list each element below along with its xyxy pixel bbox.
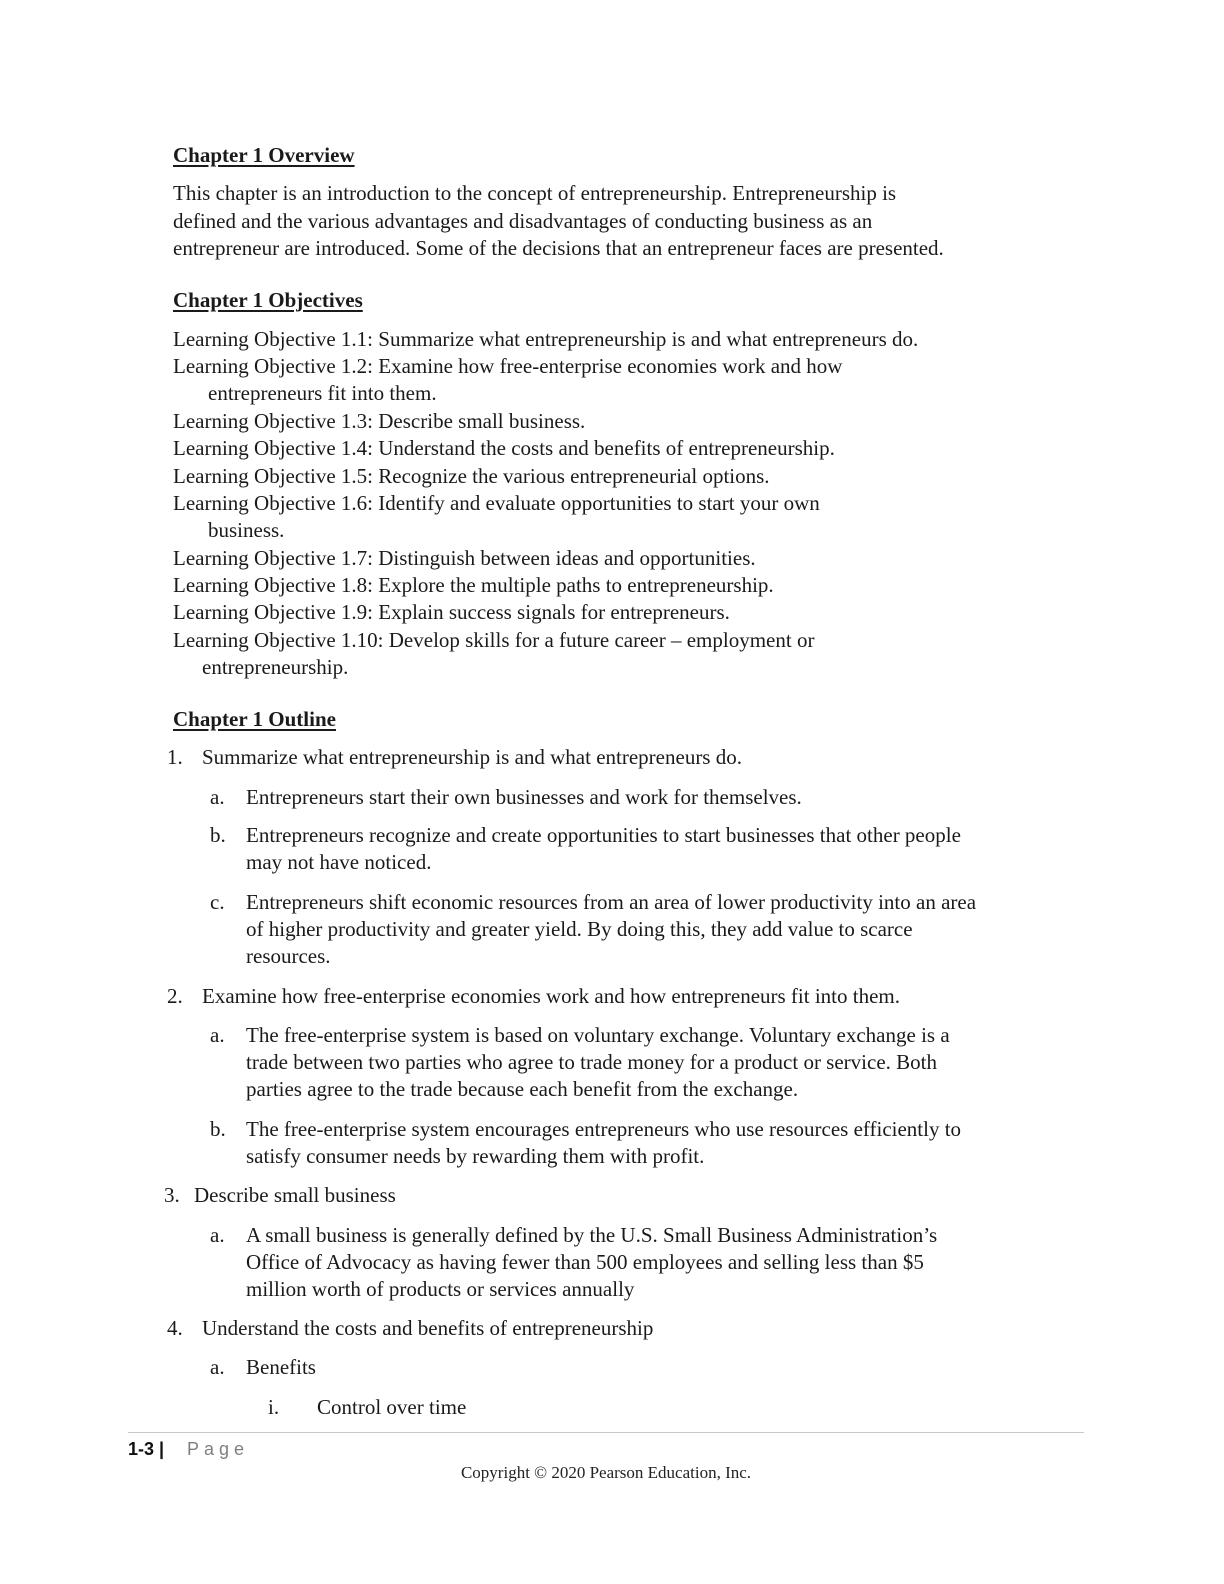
outline-item: Describe small business xyxy=(194,1183,396,1207)
footer-divider xyxy=(128,1432,1084,1433)
sub-item-label: c. xyxy=(210,890,225,914)
sub-item-line: parties agree to the trade because each benefit from the exchange. xyxy=(246,1077,799,1101)
sub-item-line: Entrepreneurs shift economic resources from an area of lower productivity into an area xyxy=(246,890,977,914)
sub-item-label: b. xyxy=(210,1117,226,1141)
objective-item: Learning Objective 1.9: Explain success signals for entrepreneurs. xyxy=(173,600,730,624)
outline-number: 4. xyxy=(167,1316,183,1340)
sub-item-line: million worth of products or services annually xyxy=(246,1277,635,1301)
sub-item-line: resources. xyxy=(246,944,331,968)
objective-item: Learning Objective 1.4: Understand the costs and benefits of entrepreneurship. xyxy=(173,436,835,460)
objective-item: Learning Objective 1.5: Recognize the various entrepreneurial options. xyxy=(173,464,770,488)
sub-item-line: may not have noticed. xyxy=(246,850,432,874)
objective-item: Learning Objective 1.6: Identify and evaluate opportunities to start your own xyxy=(173,491,820,515)
overview-line: This chapter is an introduction to the concept of entrepreneurship. Entrepreneurship is xyxy=(173,181,897,205)
objective-item-continued: business. xyxy=(208,518,285,542)
page-label: Page xyxy=(187,1439,250,1459)
sub-item-label: a. xyxy=(210,1223,225,1247)
overview-heading: Chapter 1 Overview xyxy=(173,143,355,167)
overview-line: entrepreneur are introduced. Some of the decisions that an entrepreneur faces are presented. xyxy=(173,236,944,260)
objective-item: Learning Objective 1.7: Distinguish between ideas and opportunities. xyxy=(173,546,756,570)
page-number: 1-3 | xyxy=(128,1439,165,1459)
objectives-heading: Chapter 1 Objectives xyxy=(173,288,363,312)
outline-item: Understand the costs and benefits of entrepreneurship xyxy=(202,1316,654,1340)
sub-item-line: The free-enterprise system encourages entrepreneurs who use resources efficiently to xyxy=(246,1117,962,1141)
sub-item-label: a. xyxy=(210,1023,225,1047)
sub-item-label: a. xyxy=(210,1355,225,1379)
objective-item: Learning Objective 1.2: Examine how free-enterprise economies work and how xyxy=(173,354,843,378)
sub-item-label: b. xyxy=(210,823,226,847)
sub-item-line: trade between two parties who agree to trade money for a product or service. Both xyxy=(246,1050,937,1074)
outline-number: 3. xyxy=(164,1183,180,1207)
sub-item-line: Entrepreneurs recognize and create opportunities to start businesses that other people xyxy=(246,823,961,847)
sub-item-label: a. xyxy=(210,785,225,809)
objective-item: Learning Objective 1.3: Describe small business. xyxy=(173,409,586,433)
sub-item-line: of higher productivity and greater yield. By doing this, they add value to scarce xyxy=(246,917,913,941)
copyright-notice: Copyright © 2020 Pearson Education, Inc. xyxy=(460,1463,752,1482)
objective-item: Learning Objective 1.1: Summarize what entrepreneurship is and what entrepreneurs do. xyxy=(173,327,919,351)
sub-item-line: Benefits xyxy=(246,1355,316,1379)
sub-item-line: Office of Advocacy as having fewer than 500 employees and selling less than $5 xyxy=(246,1250,924,1274)
sub-sub-item-label: i. xyxy=(268,1395,280,1419)
outline-item: Examine how free-enterprise economies work and how entrepreneurs fit into them. xyxy=(202,984,901,1008)
objective-item-continued: entrepreneurs fit into them. xyxy=(208,381,437,405)
objective-item: Learning Objective 1.10: Develop skills for a future career – employment or xyxy=(173,628,815,652)
sub-item-line: satisfy consumer needs by rewarding them with profit. xyxy=(246,1144,705,1168)
objective-item-continued: entrepreneurship. xyxy=(202,655,349,679)
sub-item-line: A small business is generally defined by the U.S. Small Business Administration’s xyxy=(246,1223,938,1247)
sub-item-line: Entrepreneurs start their own businesses and work for themselves. xyxy=(246,785,802,809)
sub-sub-item-line: Control over time xyxy=(317,1395,467,1419)
outline-heading: Chapter 1 Outline xyxy=(173,707,336,731)
overview-line: defined and the various advantages and disadvantages of conducting business as an xyxy=(173,209,873,233)
outline-number: 1. xyxy=(167,745,183,769)
objective-item: Learning Objective 1.8: Explore the multiple paths to entrepreneurship. xyxy=(173,573,774,597)
outline-number: 2. xyxy=(167,984,183,1008)
sub-item-line: The free-enterprise system is based on voluntary exchange. Voluntary exchange is a xyxy=(246,1023,950,1047)
outline-item: Summarize what entrepreneurship is and what entrepreneurs do. xyxy=(202,745,742,769)
